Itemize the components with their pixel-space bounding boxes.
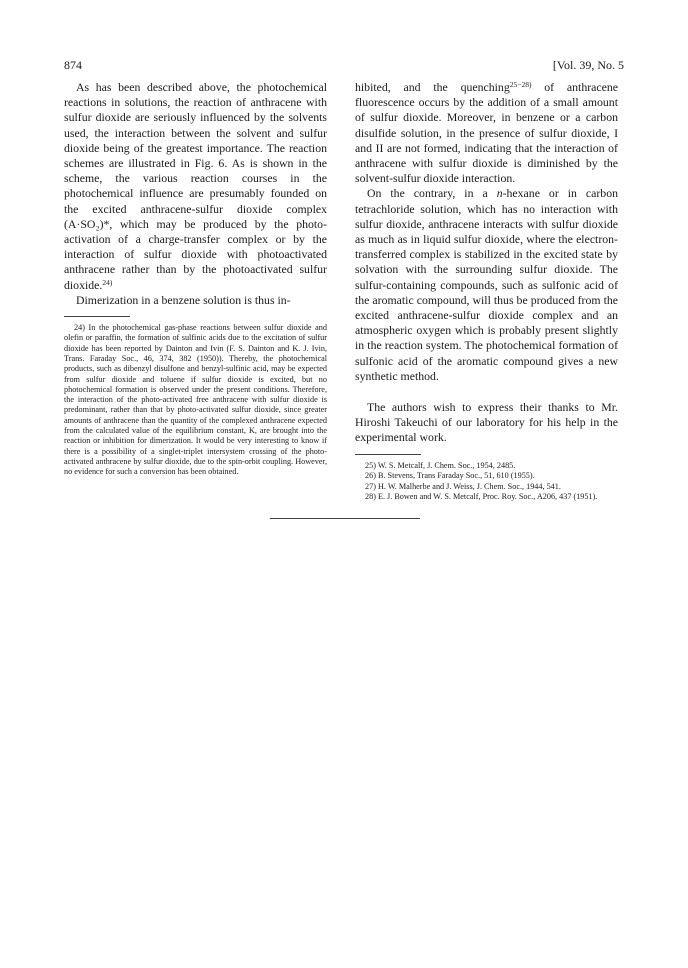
left-body bbox=[64, 80, 327, 308]
reference-28: 28) E. J. Bowen and W. S. Metcalf, Proc. Roy. Soc., A206, 437 (1951). bbox=[365, 492, 598, 502]
right-body bbox=[355, 80, 618, 446]
footnote-ref-24: 24) bbox=[102, 277, 113, 287]
right-paragraph-2-a: On the contrary, in a bbox=[367, 186, 497, 201]
footnote-24: 24) In the photochemical gas-phase reactions between sulfur dioxide and olefin or paraffin, the formation of sulfinic acids due to the excitation of sulfur dioxide has been reported by Dainton and Ivin (F. S. Dainton and K. J. Ivin, Trans. Faraday Soc., 46, 374, 382 (1950)). Thereby, the photochemical products, such as dibenzyl disulfone and benzyl-sulfinic acid, may be expected from sulfur dioxide and toluene if sulfur dioxide is excited, but no photochemical formation is observed under the present conditions. Therefore, the interaction of the photo-activated free anthracene with sulfur dioxide is predominant, rather than that by photo-activated sulfur dioxide, since greater amounts of anthracene than the quantity of the complexed anthracene expected from the calculated value of the equilibrium constant, K, are brought into the reaction or inhibition for dimerization. It would be very interesting to know if there is a possibility of a singlet-triplet intersystem crossing of the photo-activated anthracene by sulfur dioxide, due to the spin-orbit coupling. However, no evidence for such a conversion has been obtained. bbox=[64, 323, 327, 477]
acknowledgement: The authors wish to express their thanks to Mr. Hiroshi Takeuchi of our laboratory for his help in the experimental work. bbox=[355, 400, 618, 445]
left-paragraph-1 bbox=[64, 80, 327, 293]
volume-header: [Vol. 39, No. 5 bbox=[552, 58, 624, 72]
reference-26: 26) B. Stevens, Trans Faraday Soc., 51, 610 (1955). bbox=[365, 471, 535, 481]
reference-27: 27) H. W. Malherbe and J. Weiss, J. Chem. Soc., 1944, 541. bbox=[365, 481, 561, 491]
right-paragraph-2-italic: n bbox=[496, 186, 503, 201]
right-paragraph-1 bbox=[355, 80, 618, 186]
reference-list bbox=[355, 461, 618, 503]
left-paragraph-1-text: As has been described above, the photochemical reactions in solutions, the reaction of anthracene with sulfur dioxide are seriously influenced by the solvents used, the interaction between the solvent and sulfur dioxide being of the greatest importance. The reaction schemes are illustrated in Fig. 6. As is shown in the scheme, the various reaction courses in the photochemical influence are presumably founded on the excited anthracene-sulfur dioxide complex (A·SO₂)*, which may be produced by the photo-activation of a charge-transfer complex or by the interaction of sulfur dioxide with photoactivated anthracene rather than by the photoactivated sulfur dioxide. bbox=[64, 80, 327, 292]
page-number: 874 bbox=[64, 58, 82, 72]
right-column bbox=[355, 80, 618, 503]
footnote-ref-25-28: 25−28) bbox=[509, 80, 532, 89]
right-paragraph-1-b: of anthracene fluorescence occurs by the addition of a small amount of sulfur dioxide. Moreover, in benzene or a carbon disulfide solution, in the presence of sulfur dioxide, I and II are not formed, indicating that the interaction of anthracene with sulfur dioxide is diminished by the solvent-sulfur dioxide interaction. bbox=[355, 80, 618, 186]
section-gap bbox=[355, 384, 618, 400]
footnote-divider bbox=[64, 316, 130, 317]
reference-25: 25) W. S. Metcalf, J. Chem. Soc., 1954, 2485. bbox=[365, 460, 516, 470]
right-paragraph-1-a: hibited, and the quenching bbox=[355, 80, 510, 94]
right-paragraph-2 bbox=[355, 186, 618, 384]
left-paragraph-2: Dimerization in a benzene solution is thus in- bbox=[76, 292, 291, 307]
left-column bbox=[64, 80, 327, 478]
references-divider bbox=[355, 454, 421, 455]
end-of-article-rule bbox=[270, 518, 420, 519]
right-paragraph-2-b: -hexane or in carbon tetrachloride solution, which has no interaction with sulfur dioxide, anthracene interacts with sulfur dioxide as much as in liquid sulfur dioxide, where the electron-transferred complex is stabilized in the excited state by solvation with the surrounding sulfur dioxide. The sulfur-containing compounds, such as sulfonic acid of the aromatic compound, will thus be produced from the excited anthracene-sulfur dioxide complex and an atmospheric oxygen which is probably present slightly in the reaction system. The photochemical formation of sulfonic acid of the aromatic compound gives a new synthetic method. bbox=[355, 186, 618, 383]
